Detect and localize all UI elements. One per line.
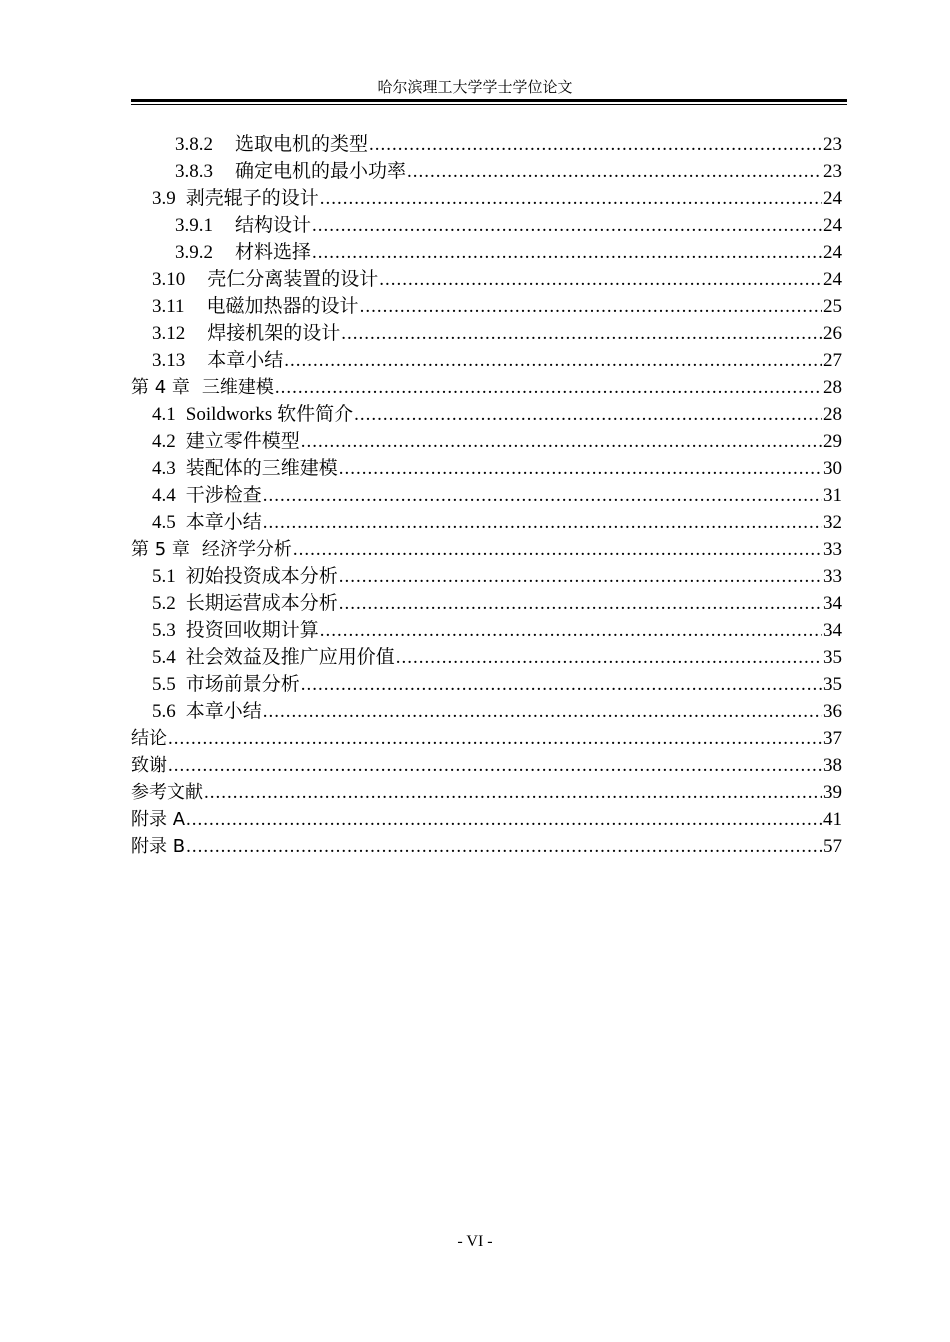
toc-leader-dots — [339, 455, 822, 482]
toc-entry[interactable] — [131, 536, 842, 563]
toc-entry-label — [131, 806, 185, 833]
toc-entry-title: 三维建模 — [201, 377, 274, 398]
toc-leader-dots — [354, 401, 822, 428]
toc-entry-label — [152, 671, 300, 698]
toc-entry[interactable] — [131, 455, 842, 482]
toc-leader-dots — [369, 131, 822, 158]
toc-leader-dots — [301, 671, 822, 698]
toc-entry[interactable] — [131, 158, 842, 185]
toc-entry-label — [152, 428, 300, 455]
toc-entry[interactable] — [131, 320, 842, 347]
toc-entry-label — [131, 374, 274, 401]
table-of-contents — [131, 131, 842, 860]
toc-entry[interactable] — [131, 185, 842, 212]
toc-entry-label — [131, 725, 167, 752]
toc-leader-dots — [407, 158, 822, 185]
toc-entry-page: 29 — [823, 431, 842, 452]
toc-entry-label — [175, 212, 311, 239]
toc-entry-label — [152, 482, 262, 509]
toc-entry-page: 24 — [823, 188, 842, 209]
toc-entry[interactable] — [131, 509, 842, 536]
toc-entry-page: 57 — [823, 836, 842, 857]
toc-entry-number: 4.4 — [152, 485, 176, 506]
toc-entry-title: 干涉检查 — [185, 485, 262, 506]
toc-entry-title: Soildworks 软件简介 — [185, 404, 354, 425]
toc-leader-dots — [312, 212, 822, 239]
toc-entry-title: 经济学分析 — [201, 539, 292, 560]
toc-entry-number: 4.1 — [152, 404, 176, 425]
toc-entry-page: 41 — [823, 809, 842, 830]
toc-entry-title: 装配体的三维建模 — [185, 458, 338, 479]
toc-entry[interactable] — [131, 266, 842, 293]
toc-leader-dots — [379, 266, 822, 293]
toc-entry-label — [152, 401, 353, 428]
toc-entry-number: 3.10 — [152, 269, 186, 290]
toc-entry-page: 32 — [823, 512, 842, 533]
toc-leader-dots — [360, 293, 822, 320]
toc-leader-dots — [186, 806, 822, 833]
toc-entry-title: 本章小结 — [185, 512, 262, 533]
toc-entry-page: 36 — [823, 701, 842, 722]
toc-entry-title: 致谢 — [131, 755, 167, 776]
toc-entry-page: 24 — [823, 215, 842, 236]
toc-entry-number: 4.3 — [152, 458, 176, 479]
toc-entry[interactable] — [131, 563, 842, 590]
toc-entry-page: 37 — [823, 728, 842, 749]
toc-entry-number: 第 5 章 — [131, 539, 190, 560]
toc-entry-page: 28 — [823, 404, 842, 425]
toc-leader-dots — [301, 428, 822, 455]
toc-entry-page: 35 — [823, 647, 842, 668]
toc-entry-title: 市场前景分析 — [185, 674, 300, 695]
toc-entry-number: 3.9.2 — [175, 242, 213, 263]
toc-entry-page: 33 — [823, 566, 842, 587]
toc-entry[interactable] — [131, 617, 842, 644]
toc-entry-page: 30 — [823, 458, 842, 479]
toc-entry[interactable] — [131, 131, 842, 158]
toc-entry-label — [175, 239, 311, 266]
toc-entry-page: 28 — [823, 377, 842, 398]
toc-entry-page: 23 — [823, 134, 842, 155]
toc-entry-number: 5.1 — [152, 566, 176, 587]
toc-leader-dots — [263, 482, 822, 509]
toc-entry-page: 38 — [823, 755, 842, 776]
toc-entry-page: 31 — [823, 485, 842, 506]
toc-entry-title: 选取电机的类型 — [235, 134, 369, 155]
toc-entry-title: 初始投资成本分析 — [185, 566, 338, 587]
toc-entry-number: 5.5 — [152, 674, 176, 695]
toc-entry-number: 5.4 — [152, 647, 176, 668]
toc-entry-page: 25 — [823, 296, 842, 317]
toc-entry-label — [175, 158, 406, 185]
toc-entry-page: 26 — [823, 323, 842, 344]
toc-entry[interactable] — [131, 698, 842, 725]
toc-entry-label — [131, 833, 185, 860]
toc-entry-page: 34 — [823, 620, 842, 641]
toc-entry-title: 参考文献 — [131, 782, 203, 803]
toc-entry[interactable] — [131, 212, 842, 239]
toc-leader-dots — [168, 725, 822, 752]
toc-entry-number: 4.5 — [152, 512, 176, 533]
toc-leader-dots — [204, 779, 822, 806]
toc-entry-number: 5.3 — [152, 620, 176, 641]
toc-entry-label — [131, 752, 167, 779]
toc-leader-dots — [341, 320, 822, 347]
toc-entry-title: 壳仁分离装置的设计 — [207, 269, 379, 290]
toc-entry-title: 长期运营成本分析 — [185, 593, 338, 614]
toc-leader-dots — [186, 833, 822, 860]
toc-entry-label — [152, 644, 395, 671]
toc-entry-title: 结论 — [131, 728, 167, 749]
toc-entry[interactable] — [131, 779, 842, 806]
toc-leader-dots — [312, 239, 822, 266]
toc-entry-label — [152, 590, 338, 617]
toc-entry[interactable] — [131, 293, 842, 320]
toc-entry-title: 确定电机的最小功率 — [235, 161, 407, 182]
toc-entry[interactable] — [131, 428, 842, 455]
toc-leader-dots — [168, 752, 822, 779]
toc-entry-title: 建立零件模型 — [185, 431, 300, 452]
toc-entry-label — [152, 347, 283, 374]
toc-entry-title: 附录 B — [131, 836, 186, 857]
toc-entry-label — [152, 509, 262, 536]
toc-entry-page: 24 — [823, 242, 842, 263]
toc-entry[interactable] — [131, 347, 842, 374]
toc-entry-label — [152, 185, 319, 212]
toc-entry-number: 3.9.1 — [175, 215, 213, 236]
header-rule-thick — [131, 99, 847, 102]
toc-entry-number: 3.12 — [152, 323, 186, 344]
toc-entry-label — [152, 617, 319, 644]
toc-entry-number: 5.2 — [152, 593, 176, 614]
toc-entry-page: 33 — [823, 539, 842, 560]
toc-leader-dots — [339, 563, 822, 590]
toc-entry-number: 4.2 — [152, 431, 176, 452]
toc-entry-title: 社会效益及推广应用价值 — [185, 647, 395, 668]
toc-entry[interactable] — [131, 239, 842, 266]
toc-entry[interactable] — [131, 590, 842, 617]
toc-leader-dots — [263, 509, 822, 536]
toc-entry[interactable] — [131, 752, 842, 779]
toc-entry-title: 焊接机架的设计 — [207, 323, 341, 344]
toc-entry-title: 附录 A — [131, 809, 186, 830]
toc-entry-title: 剥壳辊子的设计 — [185, 188, 319, 209]
toc-leader-dots — [320, 617, 822, 644]
toc-leader-dots — [275, 374, 822, 401]
toc-entry-label — [131, 779, 203, 806]
toc-leader-dots — [263, 698, 822, 725]
toc-entry-number: 3.13 — [152, 350, 186, 371]
toc-entry-title: 本章小结 — [207, 350, 284, 371]
toc-entry-label — [152, 455, 338, 482]
toc-entry[interactable] — [131, 725, 842, 752]
toc-entry-label — [152, 293, 359, 320]
toc-entry[interactable] — [131, 482, 842, 509]
toc-entry-page: 23 — [823, 161, 842, 182]
toc-entry-page: 24 — [823, 269, 842, 290]
toc-entry-label — [131, 536, 292, 563]
toc-leader-dots — [284, 347, 822, 374]
toc-entry-number: 3.8.2 — [175, 134, 213, 155]
toc-leader-dots — [293, 536, 822, 563]
toc-leader-dots — [396, 644, 822, 671]
toc-entry-title: 投资回收期计算 — [185, 620, 319, 641]
page-number: - VI - — [457, 1233, 493, 1250]
toc-entry-page: 39 — [823, 782, 842, 803]
toc-entry-title: 材料选择 — [235, 242, 312, 263]
toc-entry[interactable] — [131, 806, 842, 833]
toc-entry-label — [152, 563, 338, 590]
header-title: 哈尔滨理工大学学士学位论文 — [377, 80, 573, 96]
toc-entry-number: 第 4 章 — [131, 377, 190, 398]
toc-entry-number: 5.6 — [152, 701, 176, 722]
header-rule-thin — [131, 104, 847, 105]
toc-entry[interactable] — [131, 644, 842, 671]
toc-entry-label — [152, 320, 340, 347]
toc-entry-number: 3.11 — [152, 296, 185, 317]
toc-entry-label — [152, 698, 262, 725]
toc-entry[interactable] — [131, 671, 842, 698]
toc-entry-page: 35 — [823, 674, 842, 695]
toc-entry-label — [175, 131, 368, 158]
toc-entry[interactable] — [131, 401, 842, 428]
toc-entry-page: 27 — [823, 350, 842, 371]
toc-entry-page: 34 — [823, 593, 842, 614]
toc-entry[interactable] — [131, 833, 842, 860]
toc-entry-title: 本章小结 — [185, 701, 262, 722]
toc-entry-label — [152, 266, 378, 293]
toc-entry-number: 3.8.3 — [175, 161, 213, 182]
toc-entry-number: 3.9 — [152, 188, 176, 209]
toc-leader-dots — [320, 185, 822, 212]
toc-leader-dots — [339, 590, 822, 617]
toc-entry-title: 电磁加热器的设计 — [206, 296, 359, 317]
toc-entry-title: 结构设计 — [235, 215, 312, 236]
toc-entry[interactable] — [131, 374, 842, 401]
